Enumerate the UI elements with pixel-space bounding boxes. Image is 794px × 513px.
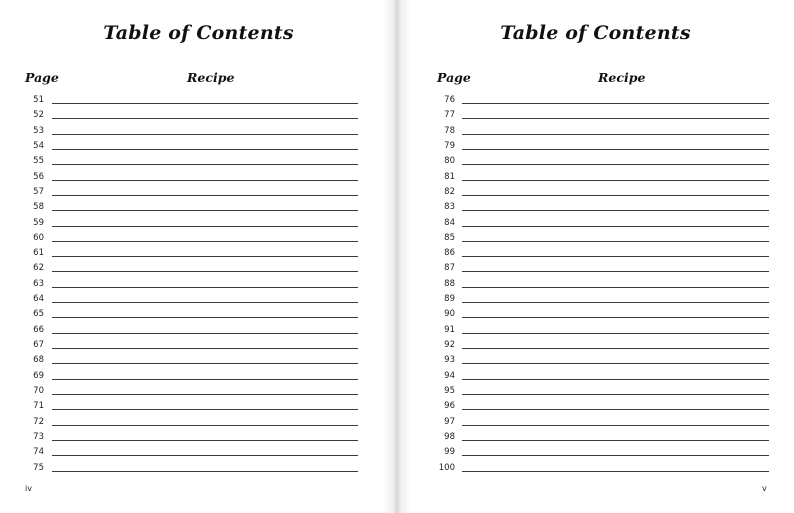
toc-page-number: 59 [33, 217, 44, 228]
toc-row [22, 308, 362, 323]
recipe-entry-line [52, 317, 358, 318]
toc-page-number: 97 [444, 416, 455, 427]
toc-row [433, 262, 773, 277]
recipe-entry-line [52, 440, 358, 441]
recipe-entry-line [462, 394, 769, 395]
toc-row [22, 171, 362, 186]
recipe-entry-line [462, 287, 769, 288]
recipe-entry-line [52, 333, 358, 334]
toc-page-number: 58 [33, 202, 44, 213]
toc-page-number: 52 [33, 110, 44, 121]
toc-page-number: 67 [33, 340, 44, 350]
recipe-entry-line [52, 210, 358, 211]
toc-row [433, 140, 773, 155]
toc-row [433, 293, 773, 308]
toc-page-number: 95 [444, 385, 455, 396]
recipe-entry-line [462, 455, 769, 456]
toc-page-number: 98 [444, 431, 455, 442]
recipe-entry-line [462, 348, 769, 349]
toc-row [433, 94, 773, 109]
toc-page-number: 61 [33, 248, 44, 259]
toc-page-number: 71 [33, 401, 44, 412]
recipe-entry-line [52, 287, 358, 288]
recipe-entry-line [462, 333, 769, 334]
recipe-entry-line [52, 180, 358, 181]
toc-row [433, 308, 773, 323]
toc-row [433, 247, 773, 262]
recipe-entry-line [462, 164, 769, 165]
toc-page-number: 62 [33, 263, 44, 274]
page-footer-number: iv [25, 484, 32, 493]
toc-page-number: 77 [444, 110, 455, 121]
toc-page-number: 81 [444, 171, 455, 182]
toc-page-number: 89 [444, 294, 455, 305]
recipe-entry-line [462, 226, 769, 227]
recipe-entry-line [462, 379, 769, 380]
toc-row [22, 324, 362, 339]
toc-row [433, 232, 773, 247]
toc-row [433, 109, 773, 124]
toc-page-number: 87 [444, 263, 455, 274]
recipe-entry-line [462, 241, 769, 242]
toc-row [22, 293, 362, 308]
toc-row [22, 385, 362, 400]
recipe-entry-line [462, 180, 769, 181]
page-footer-number: v [762, 484, 767, 493]
recipe-entry-line [52, 394, 358, 395]
toc-page-number: 69 [33, 370, 44, 381]
toc-page-number: 75 [33, 462, 44, 473]
recipe-entry-line [52, 241, 358, 242]
toc-page-number: 78 [444, 125, 455, 136]
toc-row [22, 416, 362, 431]
toc-row [22, 354, 362, 369]
toc-page-number: 79 [444, 140, 455, 151]
recipe-entry-line [52, 118, 358, 119]
recipe-entry-line [462, 149, 769, 150]
recipe-entry-line [52, 256, 358, 257]
recipe-entry-line [52, 103, 358, 104]
toc-page-number: 66 [33, 324, 44, 335]
recipe-entry-line [462, 118, 769, 119]
toc-page-number: 65 [33, 309, 44, 320]
toc-page-number: 63 [33, 278, 44, 289]
toc-page-number: 72 [33, 416, 44, 427]
toc-row [22, 201, 362, 216]
toc-row [22, 370, 362, 385]
page-title: Table of Contents [500, 22, 691, 44]
toc-row [22, 232, 362, 247]
recipe-entry-line [462, 271, 769, 272]
toc-row [22, 431, 362, 446]
toc-page-number: 96 [444, 401, 455, 412]
toc-page-number: 74 [33, 447, 44, 458]
toc-page-number: 94 [444, 370, 455, 381]
toc-page-number: 54 [33, 140, 44, 151]
toc-row [22, 140, 362, 155]
toc-row [22, 125, 362, 140]
book-gutter-shadow [383, 0, 411, 513]
page-column-header: Page [437, 70, 471, 85]
toc-row [433, 155, 773, 170]
recipe-entry-line [52, 471, 358, 472]
toc-page-number: 70 [33, 385, 44, 396]
toc-row [22, 446, 362, 461]
toc-row [433, 431, 773, 446]
recipe-entry-line [52, 302, 358, 303]
toc-row [433, 186, 773, 201]
recipe-entry-line [52, 425, 358, 426]
toc-page-number: 82 [444, 186, 455, 197]
toc-page-number: 64 [33, 294, 44, 305]
recipe-column-header: Recipe [187, 70, 235, 85]
toc-row [433, 462, 773, 477]
toc-rows [433, 94, 773, 477]
toc-rows [22, 94, 362, 477]
recipe-entry-line [52, 348, 358, 349]
toc-page-number: 86 [444, 248, 455, 259]
page-column-header: Page [25, 70, 59, 85]
recipe-entry-line [52, 149, 358, 150]
recipe-entry-line [462, 317, 769, 318]
toc-row [22, 109, 362, 124]
toc-row [433, 171, 773, 186]
recipe-entry-line [52, 379, 358, 380]
recipe-entry-line [462, 409, 769, 410]
toc-page-number: 100 [438, 462, 455, 473]
toc-page-number: 55 [33, 156, 44, 167]
toc-row [433, 125, 773, 140]
recipe-entry-line [52, 409, 358, 410]
recipe-entry-line [52, 226, 358, 227]
toc-row [433, 400, 773, 415]
toc-row [433, 446, 773, 461]
toc-row [433, 217, 773, 232]
page-title: Table of Contents [103, 22, 294, 44]
recipe-entry-line [462, 134, 769, 135]
recipe-entry-line [52, 195, 358, 196]
toc-row [433, 278, 773, 293]
toc-row [22, 155, 362, 170]
toc-page-number: 84 [444, 217, 455, 228]
toc-row [433, 201, 773, 216]
recipe-entry-line [462, 440, 769, 441]
toc-row [22, 247, 362, 262]
toc-page-number: 60 [33, 232, 44, 243]
toc-row [22, 94, 362, 109]
toc-page-number: 57 [33, 186, 44, 197]
recipe-entry-line [52, 455, 358, 456]
toc-row [433, 354, 773, 369]
toc-page-number: 88 [444, 278, 455, 289]
recipe-entry-line [52, 134, 358, 135]
toc-page-number: 53 [33, 125, 44, 136]
toc-page-number: 99 [444, 447, 455, 458]
toc-page-number: 68 [33, 355, 44, 366]
toc-row [22, 278, 362, 293]
toc-row [433, 416, 773, 431]
recipe-entry-line [462, 103, 769, 104]
toc-page-number: 76 [444, 95, 455, 105]
toc-row [22, 217, 362, 232]
recipe-column-header: Recipe [598, 70, 646, 85]
toc-row [22, 186, 362, 201]
toc-page-number: 73 [33, 431, 44, 442]
recipe-entry-line [462, 471, 769, 472]
toc-row [433, 370, 773, 385]
toc-page-number: 85 [444, 232, 455, 243]
toc-page-number: 93 [444, 355, 455, 366]
toc-row [22, 339, 362, 354]
toc-row [22, 262, 362, 277]
recipe-entry-line [462, 363, 769, 364]
recipe-entry-line [462, 210, 769, 211]
toc-page-number: 56 [33, 171, 44, 182]
toc-page-number: 92 [444, 340, 455, 350]
recipe-entry-line [462, 256, 769, 257]
right-page [397, 0, 794, 513]
recipe-entry-line [52, 271, 358, 272]
toc-row [22, 400, 362, 415]
toc-page-number: 90 [444, 309, 455, 320]
recipe-entry-line [52, 363, 358, 364]
toc-row [433, 324, 773, 339]
recipe-entry-line [52, 164, 358, 165]
toc-row [22, 462, 362, 477]
recipe-entry-line [462, 195, 769, 196]
recipe-entry-line [462, 302, 769, 303]
toc-row [433, 385, 773, 400]
toc-row [433, 339, 773, 354]
recipe-entry-line [462, 425, 769, 426]
toc-page-number: 51 [33, 95, 44, 105]
toc-page-number: 80 [444, 156, 455, 167]
toc-page-number: 83 [444, 202, 455, 213]
toc-page-number: 91 [444, 324, 455, 335]
